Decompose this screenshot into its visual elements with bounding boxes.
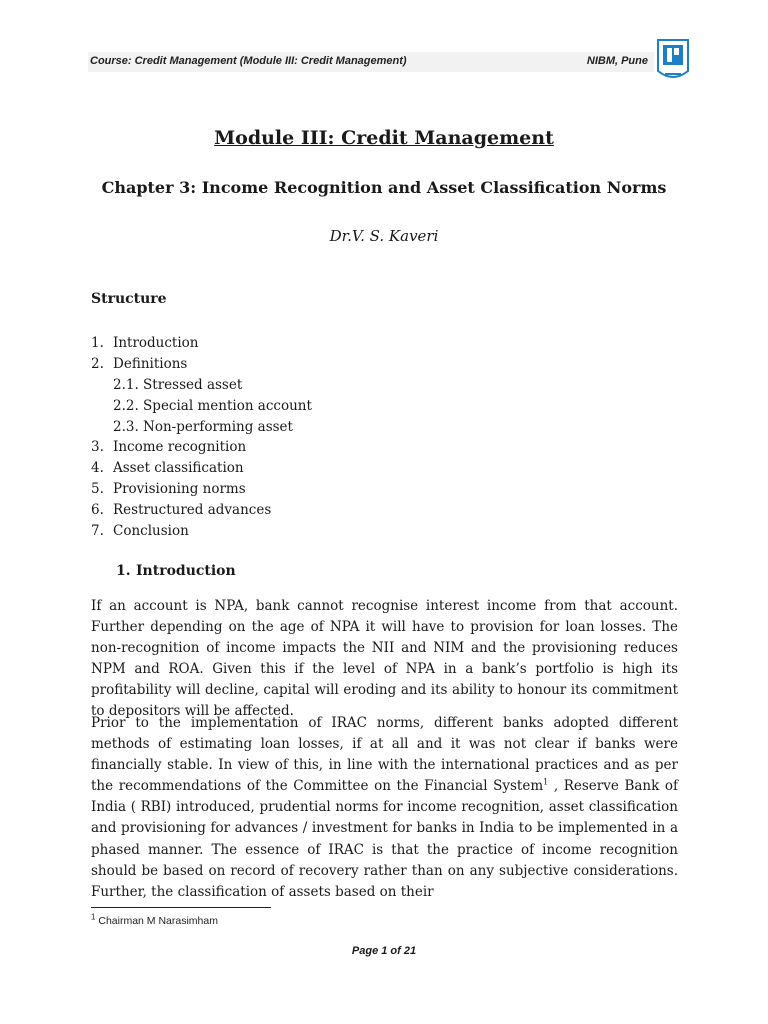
toc-item: 1. Introduction <box>91 335 199 351</box>
toc-item: 2. Definitions <box>91 355 188 372</box>
footnote-divider <box>91 907 271 908</box>
toc-subitem: 2.2. Special mention account <box>113 397 312 414</box>
toc-item: 6. Restructured advances <box>91 502 272 519</box>
toc-item: 4. Asset classification <box>91 460 244 477</box>
footnote-reference[interactable]: 1 <box>543 777 549 787</box>
intro-paragraph-1: If an account is NPA, bank cannot recognise interest income from that account. Further depending on the age of NPA it will have to provision for loan losses. The non-recognition of income impacts the NII and NIM and the provisioning reduces NPM and ROA. Given this if the level of NPA in a bank’s portfolio is high its profitability will decline, capital will eroding and its ability to honour its commitment to depositors will be affected. <box>91 598 678 720</box>
page-number: Page 1 of 21 <box>351 945 417 957</box>
toc-subitem: 2.1. Stressed asset <box>113 376 243 393</box>
chapter-title: Chapter 3: Income Recognition and Asset Classification Norms <box>101 178 667 197</box>
intro-paragraph-2: Prior to the implementation of IRAC norms, different banks adopted different methods of estimating loan losses, if at all and it was not clear if banks were financially stable. In view of this, in line with the international practices and as per the recommendations of the Committee on the Financial System$^1$ , Reserve Bank of India ( RBI) introduced, prudential norms for income recognition, asset classification and provisioning for advances / investment for banks in India to be implemented in a phased manner. The essence of IRAC is that the practice of income recognition should be based on record of recovery rather than on any subjective considerations. Further, the classification of assets based on their <box>91 715 678 900</box>
author-name: Dr.V. S. Kaveri <box>329 227 439 245</box>
organization-name: NIBM, Pune <box>586 55 648 67</box>
module-title: Module III: Credit Management <box>214 127 554 149</box>
toc-subitem: 2.3. Non-performing asset <box>113 418 293 435</box>
course-title: Course: Credit Management (Module III: Credit Management) <box>90 55 407 67</box>
section-heading: 1. Introduction <box>116 563 236 579</box>
nibm-logo-icon <box>655 37 691 83</box>
toc-item: 3. Income recognition <box>91 439 247 456</box>
toc-item: 5. Provisioning norms <box>91 481 246 498</box>
toc-item: 7. Conclusion <box>91 523 189 540</box>
page-header <box>88 52 654 72</box>
structure-list <box>91 333 312 542</box>
footnote: $^1$ Chairman M Narasimham <box>91 912 218 927</box>
structure-heading: Structure <box>91 291 167 307</box>
